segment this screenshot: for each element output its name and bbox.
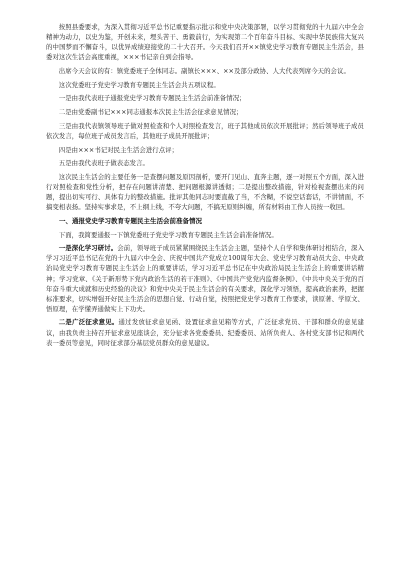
paragraph-agenda-summary: 这次党委班子党史学习教育专题民主生活会共五项议程。	[58, 80, 220, 89]
paragraph-intro: 按照县委要求，为深入贯彻习近平总书记重要指示批示和党中央决策部署，以学习贯彻党的十九届六中全会精神为动力，以史为鉴，开创未来，埋头苦干、勇毅前行，为实现第二个百年奋斗目标、实现中华民族伟大复兴的中国梦而不懈奋斗，以优异成绩迎接党的二十大召开。今天我们召开××镇党史学习教育专题民主生活会，县委对这次生活会高度重视，×××书记亲自到会指导。	[46, 23, 364, 62]
paragraph-section-intro: 下面，我简要通报一下镇党委班子党史学习教育专题民主生活会前准备情况。	[58, 230, 278, 239]
paragraph-agenda-item-3: 三是由我代表镇领导班子做对照检查和个人对照检查发言，班子其他成员依次开展批评；然后领导班子成员依次发言，每位班子成员发言后，其他班子成员开展批评；	[46, 121, 364, 140]
lead-opinions: 二是广泛征求意见。	[58, 318, 119, 327]
paragraph-agenda-item-1: 一是由我代表班子通报党史学习教育专题民主生活会前准备情况；	[58, 94, 246, 103]
lead-study: 一是深化学习研讨。	[58, 244, 118, 253]
paragraph-opinions	[46, 317, 364, 347]
paragraph-study	[46, 243, 364, 314]
body-study: 会前，领导班子成员紧紧围绕民主生活会主题，坚持个人自学和集体研讨相结合，深入学习习近平总书记在党的十九届六中全会、庆祝中国共产党成立100周年大会、党史学习教育动员大会、中央政治局党史学习教育专题民主生活会上的重要讲话，学习习近平总书记在中央政治局民主生活会上的重要讲话精神；学习党章、《关于新形势下党内政治生活的若干准则》、《中国共产党党内监督条例》、《中共中央关于党的百年奋斗重大成就和历史经验的决议》和党中央关于民主生活会的有关要求，深化学习领悟，提高政治素养，把握标准要求，切实增强开好民主生活会的思想自觉、行动自觉，按照把党史学习教育工作要求，读原著、学原文、悟原理，在学懂弄通做实上下功夫。	[46, 244, 364, 313]
paragraph-agenda-item-5: 五是由我代表班子做表态发言。	[58, 159, 149, 168]
paragraph-agenda-item-4: 四是由×××书记对民主生活会进行点评；	[58, 145, 179, 154]
paragraph-main-tasks: 这次民主生活会的主要任务一是查摆问题及原因剖析，要开门见山、直奔主题，逐一对照五个方面，深入进行对照检查和党性分析，把存在问题讲清楚、把问题根源讲透彻；二是提出整改措施，针对检视查摆出来的问题，提出切实可行、具体有力的整改措施。批评其他同志时要直截了当，不含糊，不说空话套话，不讲情面，不搞变相表扬。坚持实事求是，不上纲上线，不夸大问题，不搞无原则纠缠，所有材料由工作人员按一收回。	[46, 172, 364, 212]
body-opinions: 通过发放征求意见函、设置征求意见箱等方式，广泛征求党员、干部和群众的意见建议，由我负责主持召开征求意见座谈会，充分征求各党委委员、纪委委员、站所负责人、各村党支部书记和两代表一委员等意见，同时征求部分基层党员群众的意见建议。	[46, 318, 364, 347]
section-heading: 一、通报党史学习教育专题民主生活会前准备情况	[59, 216, 202, 225]
paragraph-agenda-item-2: 二是由党委副书记×××同志通报本次民主生活会征求意见情况；	[58, 108, 243, 117]
paragraph-attendees: 出席今天会议的有：镇党委班子全体同志。副镇长×××、××及部分政协、人大代表列席今天的会议。	[58, 66, 350, 75]
